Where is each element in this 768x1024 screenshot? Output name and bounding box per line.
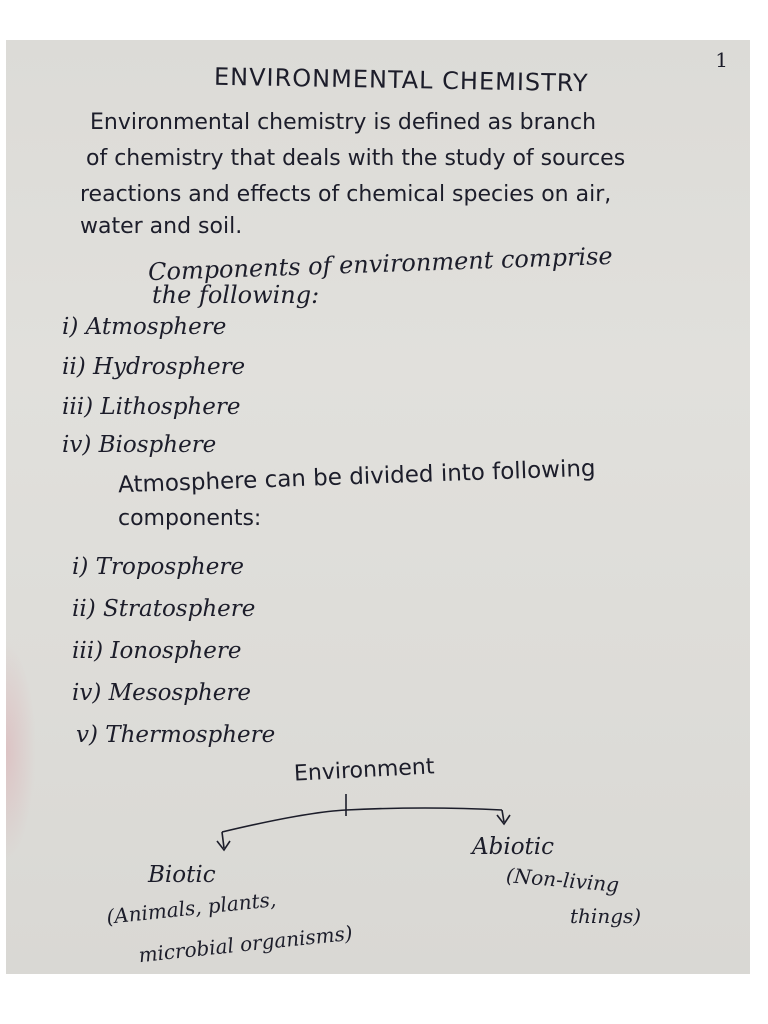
tree-root-label: Environment <box>293 754 436 787</box>
page-title: ENVIRONMENTAL CHEMISTRY <box>213 62 589 98</box>
tree-right-detail: (Non-living <box>505 863 620 897</box>
definition-line: of chemistry that deals with the study of sources <box>86 146 626 171</box>
scan-top-margin <box>0 0 768 40</box>
page-number: 1 <box>715 48 728 72</box>
tree-diagram-lines <box>6 40 750 974</box>
tree-left-detail: (Animals, plants, <box>105 887 278 929</box>
definition-line: Environmental chemistry is defined as branch <box>90 110 597 135</box>
atmosphere-layer: iii) Ionosphere <box>72 638 242 664</box>
component-item: i) Atmosphere <box>62 314 227 340</box>
atmosphere-heading: Atmosphere can be divided into following <box>117 455 596 499</box>
atmosphere-layer: ii) Stratosphere <box>72 596 256 622</box>
atmosphere-layer: iv) Mesosphere <box>72 680 252 706</box>
notebook-page <box>6 40 750 974</box>
component-item: iii) Lithosphere <box>62 394 241 420</box>
definition-line: reactions and effects of chemical species on air, <box>80 182 612 207</box>
tree-left-label: Biotic <box>148 862 216 888</box>
atmosphere-layer: v) Thermosphere <box>76 722 276 748</box>
tree-right-label: Abiotic <box>472 834 555 860</box>
components-heading: Components of environment comprise <box>147 241 614 287</box>
tree-right-detail: things) <box>570 904 642 928</box>
component-item: ii) Hydrosphere <box>62 354 246 380</box>
definition-line: water and soil. <box>80 214 243 239</box>
tree-left-detail: microbial organisms) <box>137 920 354 968</box>
components-heading: the following: <box>152 281 320 309</box>
component-item: iv) Biosphere <box>62 432 217 458</box>
atmosphere-layer: i) Troposphere <box>72 554 244 580</box>
atmosphere-heading: components: <box>118 506 262 531</box>
